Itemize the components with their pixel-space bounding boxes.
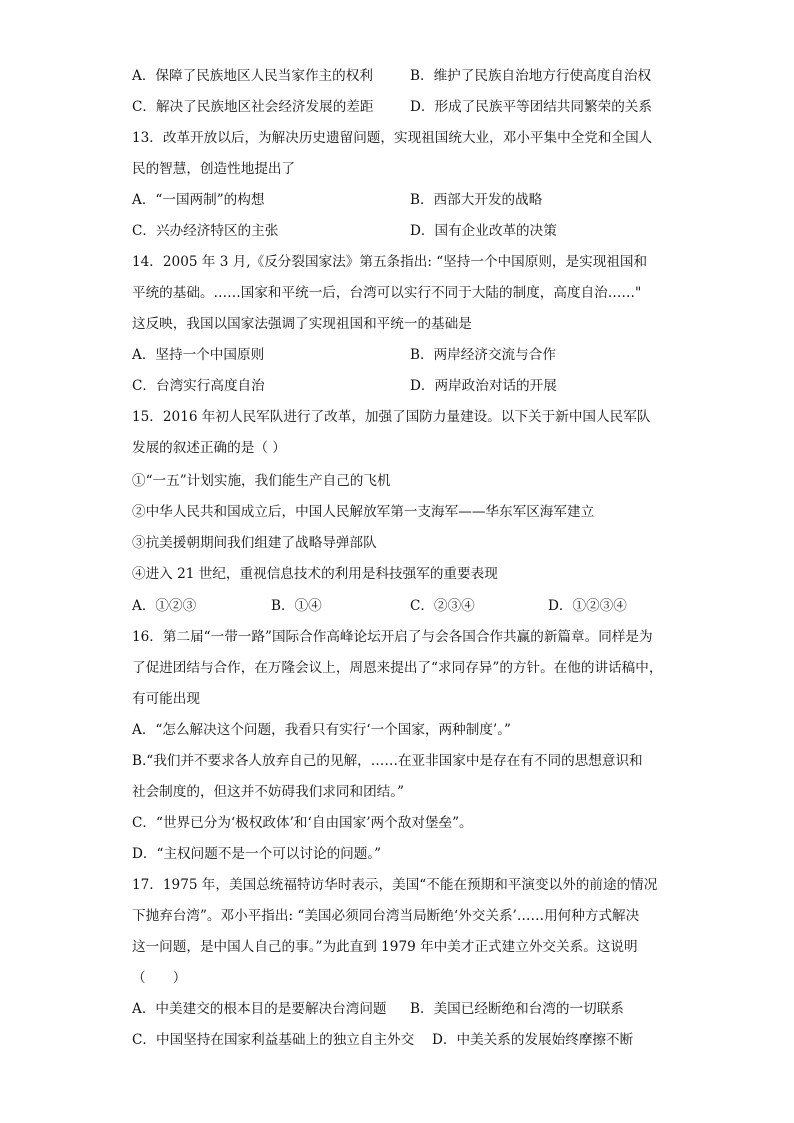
q15-option-d: D．①②③④: [548, 598, 627, 614]
q17-option-c: C．中国坚持在国家利益基础上的独立自主外交: [132, 1032, 415, 1048]
q16-option-d: D．“主权问题不是一个可以讨论的问题。”: [132, 846, 382, 862]
q15-option-a: A．①②③: [132, 598, 197, 614]
q14-option-d: D．两岸政治对话的开展: [410, 378, 557, 394]
q13-stem-line: 民的智慧，创造性地提出了: [132, 161, 296, 177]
q13-option-row: [132, 190, 672, 210]
q14-option-c: C．台湾实行高度自治: [132, 378, 265, 394]
q16-stem-line: 有可能出现: [132, 691, 200, 707]
q12-option-d: D．形成了民族平等团结共同繁荣的关系: [410, 99, 652, 115]
q16-stem-line: 16．第二届“一带一路”国际合作高峰论坛开启了与会各国合作共赢的新篇章。同样是为: [132, 629, 653, 645]
q14-stem-line: 14．2005 年 3 月,《反分裂国家法》第五条指出: “坚持一个中国原则，是实现祖国和: [132, 254, 648, 270]
q15-statement: ④进入 21 世纪，重视信息技术的利用是科技强军的重要表现: [132, 566, 498, 582]
q13-stem-line: 13．改革开放以后，为解决历史遗留问题，实现祖国统大业，邓小平集中全党和全国人: [132, 130, 653, 146]
q12-option-a: A．保障了民族地区人民当家作主的权利: [132, 68, 373, 84]
q16-option-b: B.“我们并不要求各人放弃自己的见解，……在亚非国家中是存在有不同的思想意识和: [132, 753, 643, 769]
q12-option-row: [132, 97, 672, 117]
q16-option-b-cont: 社会制度的，但这并不妨碍我们求同和团结。”: [132, 784, 405, 800]
q17-option-row: [132, 1030, 672, 1050]
q12-option-c: C．解决了民族地区社会经济发展的差距: [132, 99, 374, 115]
q14-stem-line: 平统的基础。……国家和平统一后，台湾可以实行不同于大陆的制度，高度自治……": [132, 285, 642, 301]
q17-option-a: A．中美建交的根本目的是要解决台湾问题: [132, 1001, 387, 1017]
q17-option-b: B．美国已经断绝和台湾的一切联系: [410, 1001, 624, 1017]
q14-option-b: B．两岸经济交流与合作: [410, 347, 556, 363]
q14-option-row: [132, 376, 672, 396]
q14-option-a: A．坚持一个中国原则: [132, 347, 265, 363]
q13-option-b: B．西部大开发的战略: [410, 192, 543, 208]
q15-stem-line: 发展的叙述正确的是（ ）: [132, 440, 286, 456]
q17-stem-line: 17．1975 年，美国总统福特访华时表示，美国“不能在预期和平演变以外的前途的情况: [132, 877, 658, 893]
q12-option-row: [132, 66, 672, 86]
q13-option-c: C．兴办经济特区的主张: [132, 223, 279, 239]
q16-option-a: A．“怎么解决这个问题，我看只有实行‘一个国家，两种制度’。”: [132, 722, 511, 738]
q14-stem-line: 这反映，我国以国家法强调了实现祖国和平统一的基础是: [132, 316, 472, 332]
q15-option-c: C．②③④: [410, 598, 475, 614]
q16-option-c: C．“世界已分为‘极权政体’和‘自由国家’两个敌对堡垒”。: [132, 815, 473, 831]
q17-option-row: [132, 999, 672, 1019]
q17-option-d: D．中美关系的发展始终摩擦不断: [432, 1032, 634, 1048]
q15-statement: ①“一五”计划实施，我们能生产自己的飞机: [132, 473, 391, 489]
q14-option-row: [132, 345, 672, 365]
q17-answer-blank: （ ）: [132, 970, 187, 986]
q15-statement: ③抗美援朝期间我们组建了战略导弹部队: [132, 535, 377, 551]
q17-stem-line: 这一问题，是中国人自己的事。”为此直到 1979 年中美才正式建立外交关系。这说明: [132, 939, 638, 955]
q12-option-b: B．维护了民族自治地方行使高度自治权: [410, 68, 652, 84]
q13-option-d: D．国有企业改革的决策: [410, 223, 557, 239]
q13-option-a: A．“一国两制”的构想: [132, 192, 265, 208]
q15-option-b: B．①④: [271, 598, 322, 614]
q15-stem-line: 15．2016 年初人民军队进行了改革，加强了国防力量建设。以下关于新中国人民军队: [132, 409, 651, 425]
q13-option-row: [132, 221, 672, 241]
q17-stem-line: 下抛弃台湾”。邓小平指出: “美国必须同台湾当局断绝‘外交关系’……用何种方式解决: [132, 908, 640, 924]
q15-statement: ②中华人民共和国成立后，中国人民解放军第一支海军——华东军区海军建立: [132, 504, 595, 520]
q16-stem-line: 了促进团结与合作，在万隆会议上，周恩来提出了“求同存异”的方针。在他的讲话稿中，: [132, 660, 663, 676]
